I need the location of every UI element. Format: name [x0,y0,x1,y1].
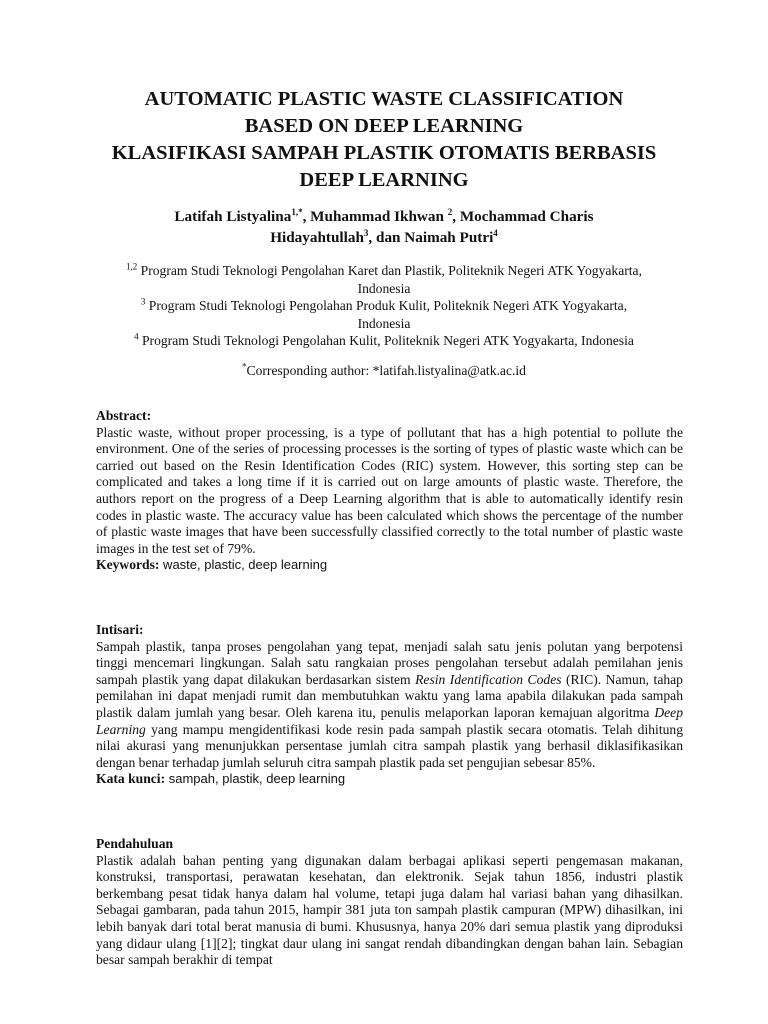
intisari-body-italic-1: Resin Identification Codes [415,671,562,687]
author-line-1 [60,206,708,227]
keywords-text: waste, plastic, deep learning [159,557,328,573]
author-line-2 [60,227,708,248]
pendahuluan-heading: Pendahuluan [96,836,174,851]
affiliations [60,262,708,350]
title-line-1: AUTOMATIC PLASTIC WASTE CLASSIFICATION [144,88,624,110]
author-2-name: , Muhammad Ikhwan [302,208,448,225]
affiliation-3-line-1: Program Studi Teknologi Pengolahan Kulit, Politeknik Negeri ATK Yogyakarta, Indonesia [138,333,634,348]
intisari-body-part-1: Sampah plastik, tanpa proses pengolahan yang tepat, menjadi salah satu jenis polutan yang berpotensi tinggi mencemari lingkungan. Salah satu rangkaian proses pengolahan tersebut adalah pemilahan jenis sampah plastik yang dapat dilakukan berdasarkan sistem [96,638,683,687]
affiliation-2-sup: 3 [140,296,146,307]
corresponding-author [60,362,708,380]
affiliation-1 [60,262,708,297]
abstract-section [96,408,683,574]
intisari-heading: Intisari: [96,622,144,637]
kata-kunci-label: Kata kunci: [96,771,166,787]
paper-title [60,86,708,194]
author-list [60,206,708,248]
title-line-3: KLASIFIKASI SAMPAH PLASTIK OTOMATIS BERBASIS [111,142,657,164]
title-line-2: BASED ON DEEP LEARNING [244,115,524,137]
corresponding-text: Corresponding author: *latifah.listyalina@atk.ac.id [246,363,526,378]
affiliation-1-line-2: Indonesia [357,280,411,296]
author-3-sup: 3 [363,227,369,238]
pendahuluan-body: Plastik adalah bahan penting yang digunakan dalam berbagai aplikasi seperti pengemasan makanan, konstruksi, transportasi, perawatan kesehatan, dan elektronik. Sejak tahun 1856, industri plastik berkembang pesat tidak hanya dalam hal volume, tetapi juga dalam hal variasi bahan yang dihasilkan. Sebagai gambaran, pada tahun 2015, hampir 381 juta ton sampah plastik campuran (MPW) dihasilkan, ini lebih banyak dari total berat manusia di bumi. Khususnya, hanya 20% dari semua plastik yang diproduksi yang didaur ulang [1][2]; tingkat daur ulang ini sangat rendah dibandingkan dengan bahan lain. Sebagian besar sampah berakhir di tempat [96,852,683,968]
author-4-sup: 4 [493,227,498,238]
intisari-keywords [96,771,683,788]
author-4-name: , dan Naimah Putri [368,229,494,246]
title-line-4: DEEP LEARNING [299,169,469,191]
pendahuluan-section [96,836,683,969]
intisari-body-italic-2: Deep Learning [96,704,683,737]
affiliation-1-sup: 1,2 [126,261,138,272]
affiliation-1-line-1: Program Studi Teknologi Pengolahan Karet dan Plastik, Politeknik Negeri ATK Yogyakarta, [137,263,642,278]
kata-kunci-text: sampah, plastik, deep learning [165,771,346,787]
author-2-sup: 2 [447,206,453,217]
keywords-label: Keywords: [96,557,160,573]
affiliation-2-line-2: Indonesia [357,315,411,331]
abstract-keywords [96,557,683,574]
author-1-name: Latifah Listyalina [174,208,292,225]
corresponding-sup: * [242,361,247,372]
intisari-body-part-3: yang mampu mengidentifikasi kode resin pada sampah plastik secara otomatis. Telah dihitung nilai akurasi yang menunjukkan persentase jumlah citra sampah plastik yang berhasil diklasifikasikan dengan benar terhadap jumlah seluruh citra sampah plastik pada set pengujian sebesar 85%. [96,721,683,770]
abstract-heading: Abstract: [96,408,152,423]
author-3-name: , Mochammad Charis [452,208,594,225]
intisari-body [96,639,683,772]
abstract-body: Plastic waste, without proper processing, is a type of pollutant that has a high potential to pollute the environment. One of the series of processing processes is the sorting of types of plastic waste which can be carried out based on the Resin Identification Codes (RIC) system. However, this sorting step can be complicated and takes a long time if it is carried out on large amounts of plastic waste. Therefore, the authors report on the progress of a Deep Learning algorithm that is able to automatically identify resin codes in plastic waste. The accuracy value has been calculated which shows the percentage of the number of plastic waste images that have been successfully classified correctly to the total number of plastic waste images in the test set of 79%. [96,424,683,556]
author-3-name-cont: Hidayahtullah [270,229,364,246]
affiliation-3-sup: 4 [134,331,139,342]
affiliation-2 [60,297,708,332]
intisari-section [96,622,683,788]
affiliation-3 [60,332,708,350]
affiliation-2-line-1: Program Studi Teknologi Pengolahan Produk Kulit, Politeknik Negeri ATK Yogyakarta, [145,298,628,313]
author-1-sup: 1,* [291,206,303,217]
intisari-body-part-2: (RIC). Namun, tahap pemilahan ini dapat menjadi rumit dan membutuhkan waktu yang lama apabila dilakukan pada sampah plastik dalam jumlah yang besar. Oleh karena itu, penulis melaporkan laporan kemajuan algoritma [96,671,683,720]
